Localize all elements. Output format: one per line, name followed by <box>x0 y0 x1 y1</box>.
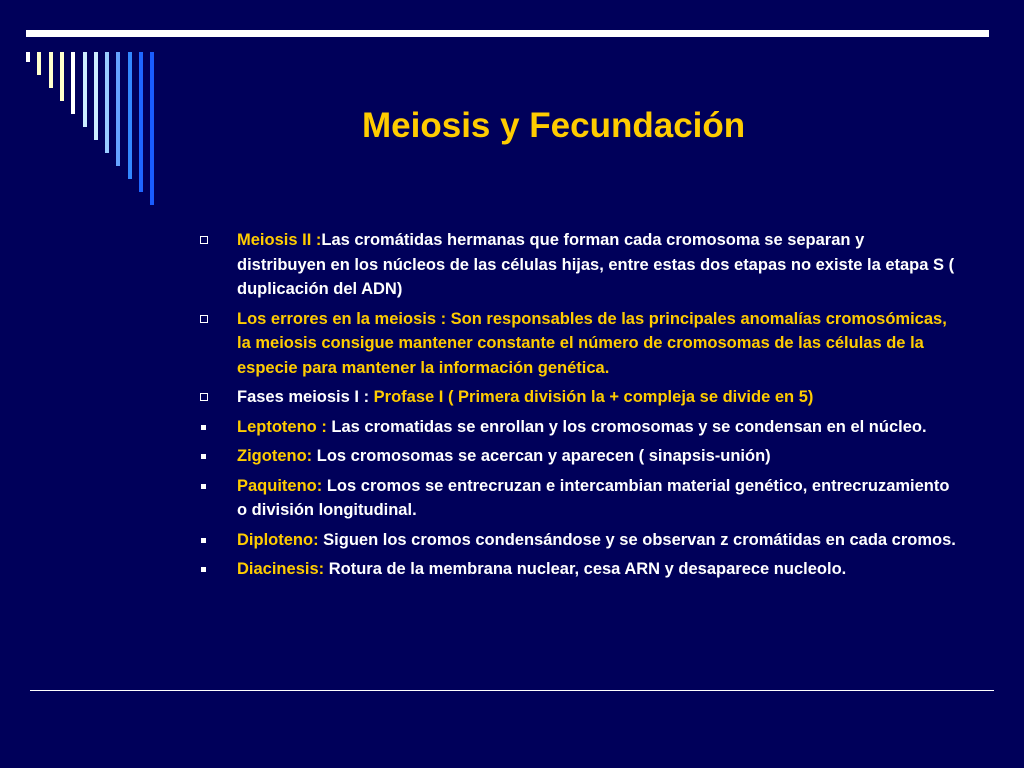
bullet-paquiteno <box>196 474 956 523</box>
bullet-diacinesis <box>196 557 956 582</box>
bullet-text: Siguen los cromos condensándose y se observan z cromátidas en cada cromos. <box>323 530 956 549</box>
bullet-text: Las cromátidas hermanas que forman cada cromosoma se separan y distribuyen en los núcleos de las células hijas, entre estas dos etapas no existe la etapa S ( duplicación del ADN) <box>237 231 955 298</box>
bullet-text: Profase I ( Primera división la + compleja se divide en 5) <box>373 388 814 406</box>
slide-title: Meiosis y Fecundación <box>362 106 746 145</box>
decor-bar <box>128 52 132 179</box>
bullet-zigoteno <box>196 444 956 469</box>
decor-bar <box>116 52 120 166</box>
hollow-square-bullet-icon <box>200 393 208 401</box>
bullet-label: Diacinesis: <box>237 560 329 578</box>
bullet-text: Los errores en la meiosis : Son responsables de las principales anomalías cromosómicas, la meiosis consigue mantener constante el número de cromosomas de las células de la especie para mantener la información genética. <box>237 309 947 377</box>
bullet-label: Zigoteno: <box>237 447 317 465</box>
filled-square-bullet-icon <box>201 538 206 543</box>
top-rule <box>26 30 989 37</box>
decor-bar <box>60 52 64 101</box>
bullet-list <box>196 228 956 587</box>
bullet-leptoteno <box>196 415 956 440</box>
filled-square-bullet-icon <box>201 425 206 430</box>
bullet-text: Rotura de la membrana nuclear, cesa ARN y desaparece nucleolo. <box>328 560 847 578</box>
bullet-errores-meiosis <box>196 307 956 381</box>
bullet-meiosis-ii <box>196 228 956 302</box>
bullet-text: Los cromosomas se acercan y aparecen ( sinapsis-unión) <box>316 447 771 465</box>
filled-square-bullet-icon <box>201 484 206 489</box>
hollow-square-bullet-icon <box>200 315 208 323</box>
hollow-square-bullet-icon <box>200 236 208 244</box>
decor-bar <box>37 52 41 75</box>
bullet-text: Los cromos se entrecruzan e intercambian material genético, entrecruzamiento o división longitudinal. <box>237 476 950 519</box>
bullet-diploteno <box>196 528 956 553</box>
bullet-fases-meiosis-i <box>196 385 956 410</box>
bottom-rule <box>30 690 994 691</box>
decor-bar <box>139 52 143 192</box>
bullet-label: Leptoteno : <box>237 417 332 436</box>
bullet-label: Paquiteno: <box>237 476 327 495</box>
bullet-label: Meiosis II : <box>237 231 322 249</box>
bullet-label: Fases meiosis I : <box>237 388 374 406</box>
decor-bar <box>26 52 30 62</box>
decor-bar <box>71 52 75 114</box>
bullet-text: Las cromatidas se enrollan y los cromosomas y se condensan en el núcleo. <box>331 417 927 436</box>
decor-bar <box>150 52 154 205</box>
decor-bar <box>83 52 87 127</box>
decor-bar <box>94 52 98 140</box>
bullet-label: Diploteno: <box>237 530 324 549</box>
filled-square-bullet-icon <box>201 567 206 572</box>
filled-square-bullet-icon <box>201 454 206 459</box>
decor-bar <box>105 52 109 153</box>
decor-bar <box>49 52 53 88</box>
